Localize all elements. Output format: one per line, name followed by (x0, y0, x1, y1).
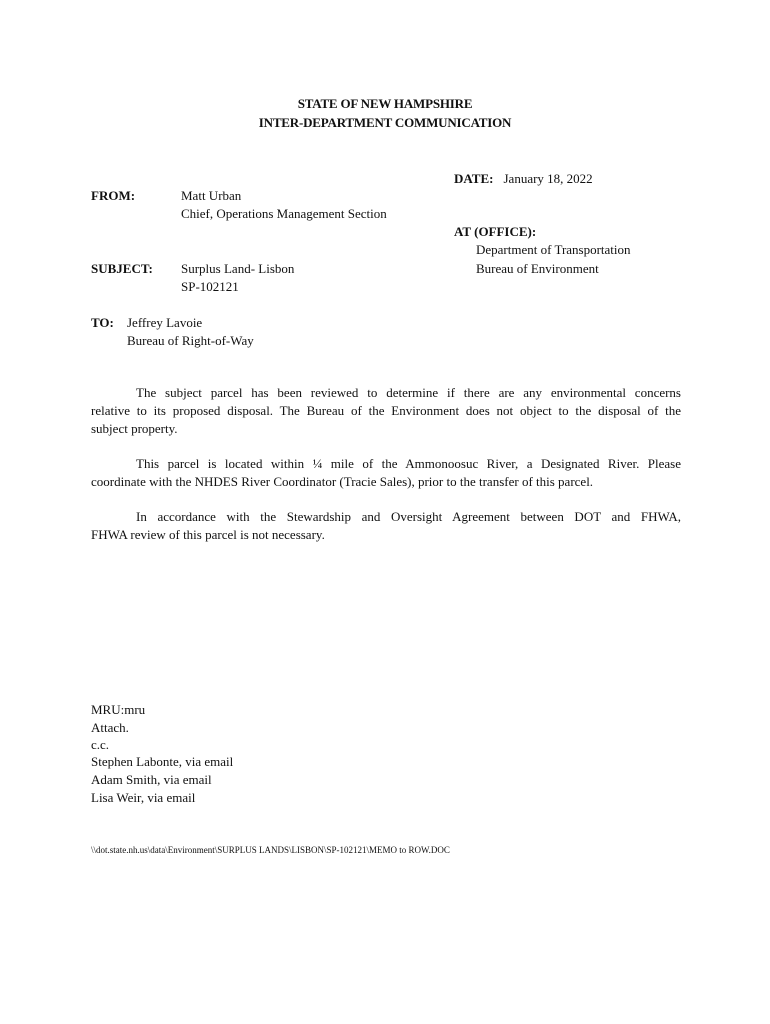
body-paragraph-2 (91, 455, 681, 491)
body-paragraph-3 (91, 508, 681, 544)
to-name: Jeffrey Lavoie (127, 315, 203, 330)
date-value: January 18, 2022 (503, 171, 593, 186)
body-p1-line: The subject parcel has been reviewed to determine if there are any environmental concerns (136, 385, 681, 400)
closing-cc-label: c.c. (91, 737, 110, 752)
from-label: FROM: (91, 188, 136, 203)
at-office-department: Department of Transportation (476, 242, 631, 257)
from-name: Matt Urban (181, 188, 242, 203)
body-p1-line: subject property. (91, 421, 178, 436)
cc-recipient: Adam Smith, via email (91, 772, 212, 787)
body-p3-line: In accordance with the Stewardship and Oversight Agreement between DOT and FHWA, (136, 509, 681, 524)
body-paragraph-1 (91, 384, 681, 438)
header-state-title: STATE OF NEW HAMPSHIRE (297, 96, 473, 111)
subject-line2: SP-102121 (181, 279, 239, 294)
at-office-bureau: Bureau of Environment (476, 261, 599, 276)
from-title: Chief, Operations Management Section (181, 206, 387, 221)
body-p3-line: FHWA review of this parcel is not necessary. (91, 527, 325, 542)
subject-line1: Surplus Land- Lisbon (181, 261, 295, 276)
subject-label: SUBJECT: (91, 261, 153, 276)
body-p2-line: This parcel is located within ¼ mile of the Ammonoosuc River, a Designated River. Please (136, 456, 681, 471)
body-p2-line: coordinate with the NHDES River Coordinator (Tracie Sales), prior to the transfer of this parcel. (91, 474, 594, 489)
closing-attach: Attach. (91, 720, 129, 735)
date-label: DATE: (454, 171, 494, 186)
at-office-label: AT (OFFICE): (454, 224, 537, 239)
to-label: TO: (91, 315, 114, 330)
file-path: \\dot.state.nh.us\data\Environment\SURPLUS LANDS\LISBON\SP-102121\MEMO to ROW.DOC (91, 845, 450, 855)
closing-initials: MRU:mru (91, 702, 146, 717)
date-block (454, 170, 593, 188)
to-office: Bureau of Right-of-Way (127, 333, 254, 348)
body-p1-line: relative to its proposed disposal. The Bureau of the Environment does not object to the disposal of the (91, 403, 681, 418)
cc-recipient: Lisa Weir, via email (91, 790, 196, 805)
header-communication-title: INTER-DEPARTMENT COMMUNICATION (258, 115, 512, 130)
cc-recipient: Stephen Labonte, via email (91, 754, 234, 769)
